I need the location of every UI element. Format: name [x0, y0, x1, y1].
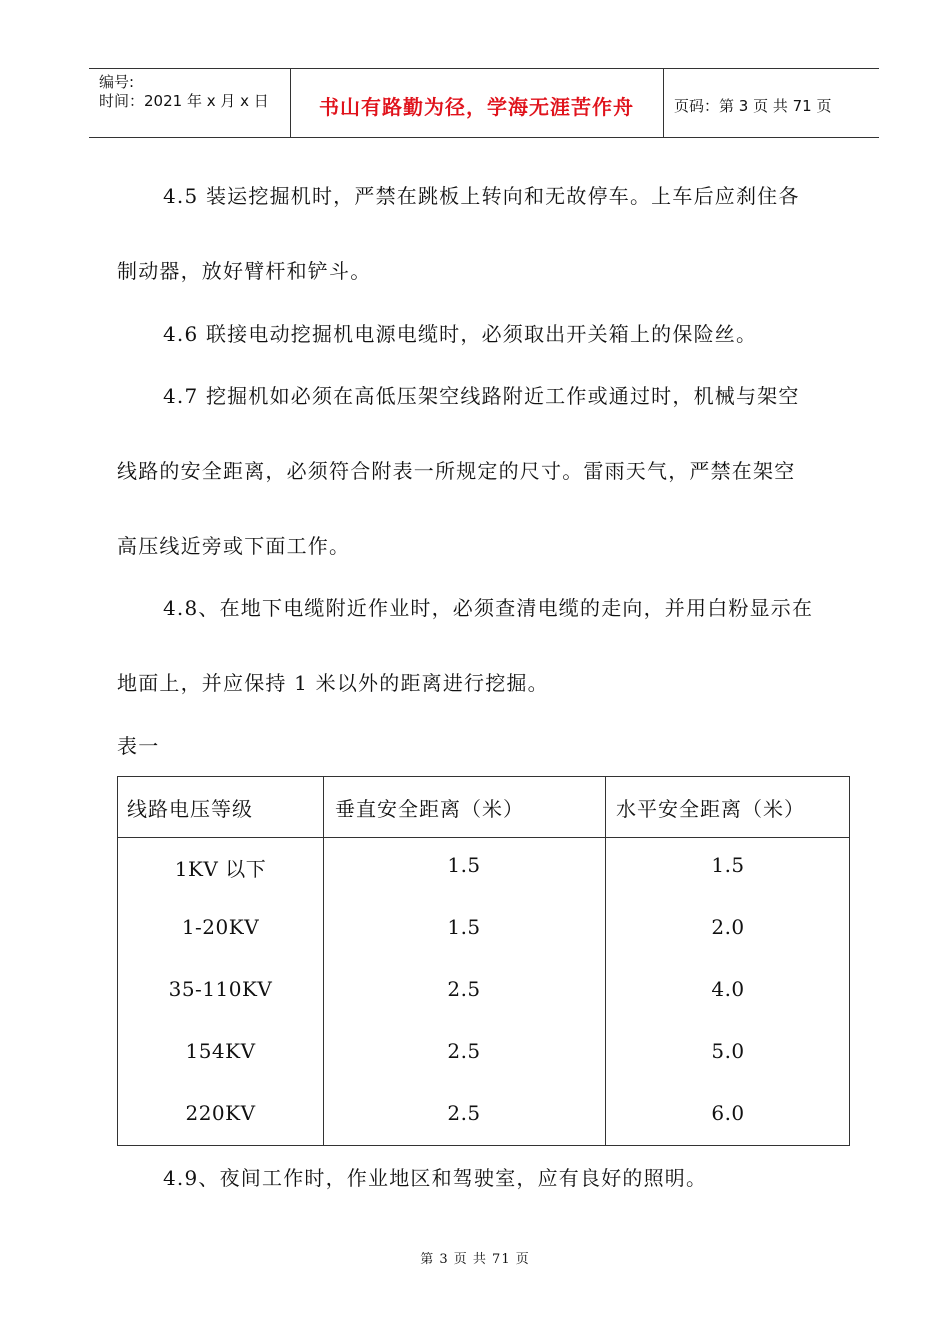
- table-header-row: [118, 777, 849, 838]
- header-meta-cell: [89, 69, 291, 137]
- header-page-cell: [664, 69, 879, 137]
- table-cell-voltage: 154KV: [185, 1039, 256, 1063]
- table-row: [118, 1023, 849, 1085]
- table-row: [118, 837, 849, 899]
- time-label: 时间：2021 年 x 月 x 日: [99, 92, 269, 110]
- safety-distance-table: [117, 776, 850, 1146]
- paragraph-4-5-line-2: 制动器，放好臂杆和铲斗。: [117, 259, 372, 283]
- table-cell-voltage: 35-110KV: [168, 977, 273, 1001]
- table-row: [118, 899, 849, 961]
- header-page-info: 页码：第 3 页 共 71 页: [674, 97, 832, 115]
- table-caption: 表一: [117, 734, 160, 758]
- table-cell-horizontal: 2.0: [711, 915, 745, 939]
- table-header-horizontal: 水平安全距离（米）: [616, 797, 805, 821]
- table-cell-voltage: 1-20KV: [181, 915, 260, 939]
- paragraph-4-8-line-1: 4.8、在地下电缆附近作业时，必须查清电缆的走向，并用白粉显示在: [163, 596, 814, 620]
- paragraph-4-6: 4.6 联接电动挖掘机电源电缆时，必须取出开关箱上的保险丝。: [163, 322, 758, 346]
- serial-number-label: 编号:: [99, 73, 135, 91]
- paragraph-4-8-line-2: 地面上，并应保持 1 米以外的距离进行挖掘。: [117, 671, 549, 695]
- table-row: [118, 961, 849, 1023]
- table-cell-vertical: 2.5: [447, 1039, 481, 1063]
- table-header-voltage: 线路电压等级: [127, 797, 253, 821]
- table-cell-vertical: 2.5: [447, 1101, 481, 1125]
- page-footer-number: 第 3 页 共 71 页: [420, 1252, 530, 1267]
- paragraph-4-7-line-2: 线路的安全距离，必须符合附表一所规定的尺寸。雷雨天气，严禁在架空: [117, 459, 796, 483]
- table-cell-vertical: 2.5: [447, 977, 481, 1001]
- table-cell-horizontal: 6.0: [711, 1101, 745, 1125]
- table-row: [118, 1085, 849, 1147]
- page-header: [89, 68, 879, 138]
- header-motto: 书山有路勤为径，学海无涯苦作舟: [319, 95, 634, 119]
- table-cell-horizontal: 1.5: [711, 853, 745, 877]
- table-header-vertical: 垂直安全距离（米）: [335, 797, 524, 821]
- table-cell-horizontal: 4.0: [711, 977, 745, 1001]
- table-cell-vertical: 1.5: [447, 915, 481, 939]
- paragraph-4-9: 4.9、夜间工作时，作业地区和驾驶室，应有良好的照明。: [163, 1166, 708, 1190]
- paragraph-4-5-line-1: 4.5 装运挖掘机时，严禁在跳板上转向和无故停车。上车后应刹住各: [163, 184, 800, 208]
- table-cell-voltage: 220KV: [185, 1101, 256, 1125]
- table-cell-voltage: 1KV 以下: [174, 857, 267, 881]
- paragraph-4-7-line-3: 高压线近旁或下面工作。: [117, 534, 351, 558]
- header-motto-cell: [290, 69, 664, 137]
- table-cell-vertical: 1.5: [447, 853, 481, 877]
- paragraph-4-7-line-1: 4.7 挖掘机如必须在高低压架空线路附近工作或通过时，机械与架空: [163, 384, 800, 408]
- table-cell-horizontal: 5.0: [711, 1039, 745, 1063]
